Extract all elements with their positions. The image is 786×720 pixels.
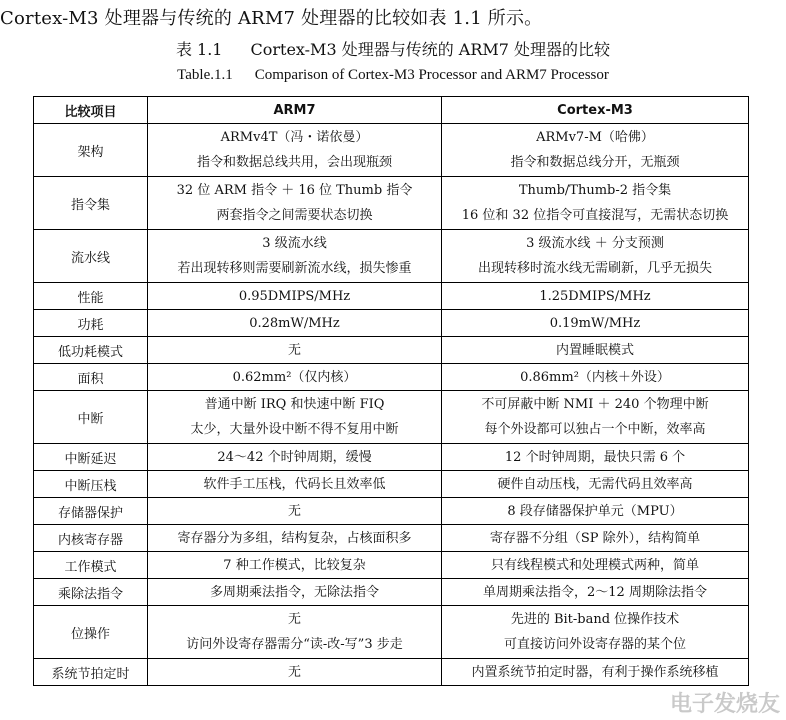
header-arm7: ARM7 — [148, 97, 442, 124]
row-item-label: 内核寄存器 — [34, 525, 148, 552]
cell-line: 出现转移时流水线无需刷新，几乎无损失 — [477, 261, 712, 276]
cortex-m3-cell — [442, 283, 749, 310]
cell-line: 太少，大量外设中断不得不复用中断 — [190, 422, 399, 437]
cell-line: ARMv7-M（哈佛） — [536, 130, 654, 145]
arm7-cell — [148, 525, 442, 552]
cortex-m3-cell — [442, 177, 749, 230]
table-header-row — [34, 97, 749, 124]
table-row — [34, 124, 749, 177]
cell-line: 寄存器不分组（SP 除外），结构简单 — [489, 530, 701, 546]
cell-line: 若出现转移则需要刷新流水线，损失惨重 — [177, 261, 412, 276]
cell-line: 内置睡眠模式 — [555, 342, 634, 358]
row-item-label: 工作模式 — [34, 552, 148, 579]
row-item-label: 功耗 — [34, 310, 148, 337]
cell-line: 可直接访问外设寄存器的某个位 — [503, 637, 686, 652]
arm7-cell — [148, 364, 442, 391]
cell-line: 指令和数据总线分开，无瓶颈 — [510, 155, 680, 170]
cell-line: 硬件自动压栈，无需代码且效率高 — [497, 476, 693, 492]
cortex-m3-cell — [442, 552, 749, 579]
arm7-cell — [148, 337, 442, 364]
table-row — [34, 283, 749, 310]
arm7-cell — [148, 391, 442, 444]
cortex-m3-cell — [442, 230, 749, 283]
table-row — [34, 498, 749, 525]
cortex-m3-cell — [442, 444, 749, 471]
caption-zh-number: 表 1.1 — [175, 40, 223, 59]
cell-line: 0.62mm²（仅内核） — [232, 369, 357, 385]
cell-line: 8 段存储器保护单元（MPU） — [507, 503, 683, 519]
cortex-m3-cell — [442, 659, 749, 686]
arm7-cell — [148, 471, 442, 498]
arm7-cell — [148, 310, 442, 337]
cortex-m3-cell — [442, 606, 749, 659]
cortex-m3-cell — [442, 579, 749, 606]
cell-line: 两套指令之间需要状态切换 — [216, 208, 373, 223]
cell-line: 0.95DMIPS/MHz — [238, 288, 351, 304]
cell-line: 指令和数据总线共用，会出现瓶颈 — [196, 155, 392, 170]
cortex-m3-cell — [442, 498, 749, 525]
row-item-label: 面积 — [34, 364, 148, 391]
caption-en-number: Table.1.1 — [177, 67, 233, 83]
row-item-label: 指令集 — [34, 177, 148, 230]
table-row — [34, 310, 749, 337]
cell-line: 0.28mW/MHz — [249, 315, 340, 331]
cell-line: 3 级流水线 ＋ 分支预测 — [526, 236, 664, 251]
cortex-m3-cell — [442, 525, 749, 552]
cell-line: 无 — [287, 503, 301, 519]
table-row — [34, 177, 749, 230]
watermark: 电子发烧友 — [669, 692, 780, 717]
table-caption-en — [0, 67, 786, 84]
arm7-cell — [148, 498, 442, 525]
row-item-label: 位操作 — [34, 606, 148, 659]
row-item-label: 中断 — [34, 391, 148, 444]
cell-line: 普通中断 IRQ 和快速中断 FIQ — [204, 397, 385, 412]
cell-line: 软件手工压栈，代码长且效率低 — [203, 476, 386, 492]
arm7-cell — [148, 552, 442, 579]
table-row — [34, 525, 749, 552]
intro-paragraph: Cortex-M3 处理器与传统的 ARM7 处理器的比较如表 1.1 所示。 — [0, 8, 543, 29]
arm7-cell — [148, 230, 442, 283]
arm7-cell — [148, 177, 442, 230]
row-item-label: 流水线 — [34, 230, 148, 283]
arm7-cell — [148, 579, 442, 606]
caption-en-title: Comparison of Cortex-M3 Processor and ARM7 Processor — [254, 67, 609, 83]
cell-line: 0.19mW/MHz — [549, 315, 641, 331]
row-item-label: 低功耗模式 — [34, 337, 148, 364]
table-row — [34, 659, 749, 686]
cell-line: 16 位和 32 位指令可直接混写，无需状态切换 — [461, 208, 729, 223]
cell-line: ARMv4T（冯・诺依曼） — [220, 130, 369, 145]
cortex-m3-cell — [442, 364, 749, 391]
cell-line: 无 — [287, 342, 301, 358]
cell-line: 24～42 个时钟周期，缓慢 — [217, 449, 372, 465]
header-item: 比较项目 — [34, 97, 148, 124]
row-item-label: 存储器保护 — [34, 498, 148, 525]
cell-line: 1.25DMIPS/MHz — [539, 288, 651, 304]
cell-line: Thumb/Thumb-2 指令集 — [518, 183, 672, 198]
table-row — [34, 444, 749, 471]
cortex-m3-cell — [442, 124, 749, 177]
cell-line: 寄存器分为多组，结构复杂，占核面积多 — [177, 530, 412, 546]
row-item-label: 乘除法指令 — [34, 579, 148, 606]
cell-line: 多周期乘法指令，无除法指令 — [209, 584, 379, 600]
table-row — [34, 471, 749, 498]
table-row — [34, 364, 749, 391]
arm7-cell — [148, 124, 442, 177]
row-item-label: 中断压栈 — [34, 471, 148, 498]
cell-line: 内置系统节拍定时器，有利于操作系统移植 — [471, 664, 719, 680]
cell-line: 不可屏蔽中断 NMI ＋ 240 个物理中断 — [481, 397, 709, 412]
arm7-cell — [148, 606, 442, 659]
cell-line: 无 — [287, 664, 301, 680]
cell-line: 3 级流水线 — [262, 236, 327, 251]
cell-line: 访问外设寄存器需分“读-改-写”3 步走 — [186, 637, 403, 652]
row-item-label: 中断延迟 — [34, 444, 148, 471]
arm7-cell — [148, 444, 442, 471]
cortex-m3-cell — [442, 310, 749, 337]
comparison-table — [33, 96, 749, 686]
table-row — [34, 579, 749, 606]
cell-line: 只有线程模式和处理模式两种，简单 — [490, 557, 699, 573]
table-row — [34, 230, 749, 283]
table-row — [34, 552, 749, 579]
table-row — [34, 391, 749, 444]
cortex-m3-cell — [442, 391, 749, 444]
arm7-cell — [148, 659, 442, 686]
header-cortex-m3: Cortex-M3 — [442, 97, 749, 124]
arm7-cell — [148, 283, 442, 310]
cell-line: 每个外设都可以独占一个中断，效率高 — [484, 422, 706, 437]
cortex-m3-cell — [442, 337, 749, 364]
table-row — [34, 337, 749, 364]
cell-line: 单周期乘法指令，2～12 周期除法指令 — [483, 584, 707, 600]
cell-line: 7 种工作模式，比较复杂 — [223, 557, 366, 573]
row-item-label: 系统节拍定时 — [34, 659, 148, 686]
row-item-label: 性能 — [34, 283, 148, 310]
cell-line: 0.86mm²（内核＋外设） — [520, 369, 670, 385]
cell-line: 先进的 Bit-band 位操作技术 — [510, 612, 680, 627]
cell-line: 12 个时钟周期，最快只需 6 个 — [504, 449, 686, 465]
cell-line: 无 — [287, 612, 301, 627]
table-caption-zh — [0, 37, 786, 60]
cell-line: 32 位 ARM 指令 ＋ 16 位 Thumb 指令 — [176, 183, 413, 198]
cortex-m3-cell — [442, 471, 749, 498]
row-item-label: 架构 — [34, 124, 148, 177]
caption-zh-title: Cortex-M3 处理器与传统的 ARM7 处理器的比较 — [250, 40, 611, 59]
table-row — [34, 606, 749, 659]
table-body — [34, 124, 749, 686]
